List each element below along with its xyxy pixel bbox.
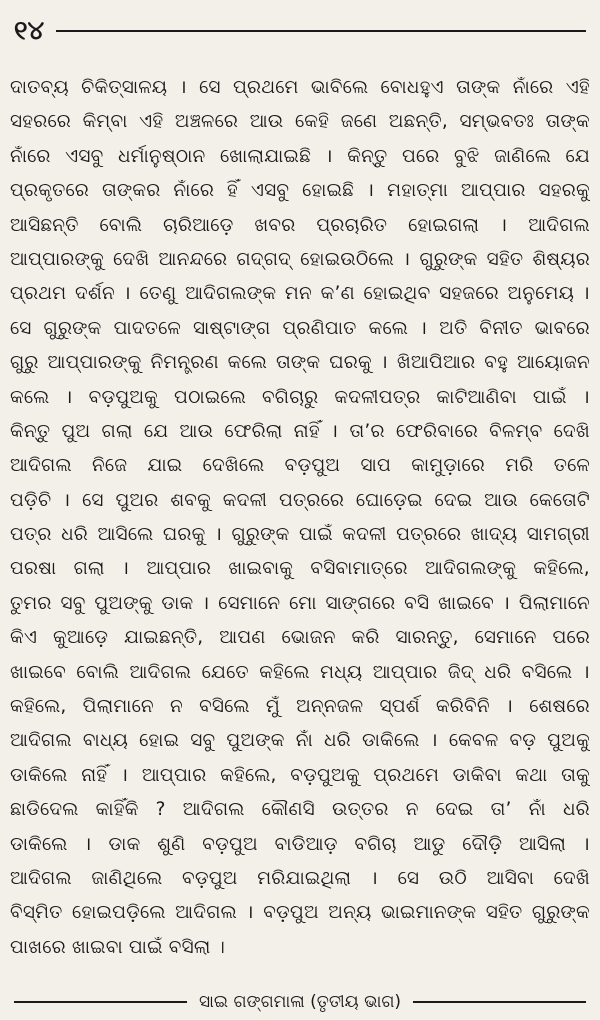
text-line: କିଏ କୁଆଡ଼େ ଯାଇଛନ୍ତି, ଆପଣ ଭୋଜନ କରି ସାରନ୍ତୁ, ସେମାନେ ପରେ: [10, 627, 590, 649]
text-line: ଖାଇବେ ବୋଲି ଆଦିଗଲ ଯେତେ କହିଲେ ମଧ୍ୟ ଆପ୍ପାର ଜିଦ୍ ଧରି ବସିଲେ ।: [10, 661, 590, 683]
body-text: [10, 71, 590, 965]
text-line: ଡାକିଲେ । ଡାକ ଶୁଣି ବଡ଼ପୁଅ ବାଡିଆଡ଼ ବଗିଚା ଆଡୁ ଦୌଡ଼ି ଆସିଲା ।: [10, 833, 590, 855]
text-line: ସେ ଗୁରୁଙ୍କ ପାଦତଳେ ସାଷ୍ଟାଙ୍ଗ ପ୍ରଣିପାତ କଲେ । ଅତି ବିନୀତ ଭାବରେ: [10, 317, 590, 339]
text-line: ତୁମର ସବୁ ପୁଅଙ୍କୁ ଡାକ । ସେମାନେ ମୋ ସାଙ୍ଗରେ ବସି ଖାଇବେ । ପିଲାମାନେ: [10, 592, 590, 614]
text-line: କହିଲେ, ପିଲାମାନେ ନ ବସିଲେ ମୁଁ ଅନ୍ନଜଳ ସ୍ପର୍ଶ କରିବିନି । ଶେଷରେ: [10, 696, 590, 718]
text-line: ପ୍ରକୃତରେ ତାଙ୍କର ନାଁରେ ହିଁ ଏସବୁ ହୋଇଛି । ମହାତ୍ମା ଆପ୍ପାର ସହରକୁ: [10, 180, 590, 202]
text-line: କଲେ । ବଡ଼ପୁଅକୁ ପଠାଇଲେ ବଗିଚାରୁ କଦଳୀପତ୍ର କାଟିଆଣିବା ପାଇଁ ।: [10, 386, 590, 408]
page-number: ୧୪: [14, 16, 45, 46]
page-header: [14, 14, 586, 48]
text-line: କିନ୍ତୁ ପୁଅ ଗଲା ଯେ ଆଉ ଫେରିଲା ନାହିଁ । ତା’ର ଫେରିବାରେ ବିଳମ୍ବ ଦେଖି: [10, 420, 590, 442]
book-title: ସାଇ ଗଙ୍ଗମାଳା (ତୃତୀୟ ଭାଗ): [198, 992, 402, 1012]
footer-rule-left: [14, 1001, 187, 1003]
text-line: ନାଁରେ ଏସବୁ ଧର୍ମାନୁଷ୍ଠାନ ଖୋଲାଯାଇଛି । କିନ୍ତୁ ପରେ ବୁଝି ଜାଣିଲେ ଯେ: [10, 145, 590, 167]
text-line: ଆପ୍ପାରଙ୍କୁ ଦେଖି ଆନନ୍ଦରେ ଗଦ୍‌ଗଦ୍ ହୋଇଉଠିଲେ । ଗୁରୁଙ୍କ ସହିତ ଶିଷ୍ୟର: [10, 248, 590, 270]
header-rule: [56, 30, 586, 32]
text-line: ପତ୍ର ଧରି ଆସିଲେ ଘରକୁ । ଗୁରୁଙ୍କ ପାଇଁ କଦଳୀ ପତ୍ରରେ ଖାଦ୍ୟ ସାମଗ୍ରୀ: [10, 524, 590, 546]
page-footer: [14, 988, 586, 1016]
text-line: ବିସ୍ମିତ ହୋଇପଡ଼ିଲେ ଆଦିଗଲ । ବଡ଼ପୁଅ ଅନ୍ୟ ଭାଇମାନଙ୍କ ସହିତ ଗୁରୁଙ୍କ: [10, 902, 590, 924]
text-line: ପରଷା ଗଲା । ଆପ୍ପାର ଖାଇବାକୁ ବସିବାମାତ୍ରେ ଆଦିଗଲଙ୍କୁ କହିଲେ,: [10, 558, 590, 580]
text-line: ଡାକିଲେ ନାହିଁ । ଆପ୍ପାର କହିଲେ, ବଡ଼ପୁଅକୁ ପ୍ରଥମେ ଡାକିବା କଥା ତାକୁ: [10, 764, 590, 786]
text-line: ଛାଡିଦେଲ କାହିଁକି ? ଆଦିଗଲ କୌଣସି ଉତ୍ତର ନ ଦେଇ ତା’ ନାଁ ଧରି: [10, 799, 590, 821]
text-line: ଆଦିଗଲ ଜାଣିଥିଲେ ବଡ଼ପୁଅ ମରିଯାଇଥିଲା । ସେ ଉଠି ଆସିବା ଦେଖି: [10, 867, 590, 889]
text-line: ଦାତବ୍ୟ ଚିକିତ୍ସାଳୟ । ସେ ପ୍ରଥମେ ଭାବିଲେ ବୋଧହୁଏ ତାଙ୍କ ନାଁରେ ଏହି: [10, 77, 590, 98]
text-line: ପଡ଼ିଚି । ସେ ପୁଅର ଶବକୁ କଦଳୀ ପତ୍ରରେ ଘୋଡ଼େଇ ଦେଇ ଆଉ କେତୋଟି: [10, 489, 590, 511]
text-line: ଗୁରୁ ଆପ୍ପାରଙ୍କୁ ନିମନ୍ତ୍ରଣ କଲେ ତାଙ୍କ ଘରକୁ । ଖିଆପିଆର ବହୁ ଆୟୋଜନ: [10, 352, 590, 374]
text-line: ଆଦିଗଲ ନିଜେ ଯାଇ ଦେଖିଲେ ବଡ଼ପୁଅ ସାପ କାମୁଡ଼ାରେ ମରି ତଳେ: [10, 455, 590, 477]
footer-rule-right: [413, 1001, 586, 1003]
text-line: ଆସିଛନ୍ତି ବୋଲି ଚାରିଆଡ଼େ ଖବର ପ୍ରଚାରିତ ହୋଇଗଲା । ଆଦିଗଲ: [10, 214, 590, 236]
text-line: ଆଦିଗଲ ବାଧ୍ୟ ହୋଇ ସବୁ ପୁଅଙ୍କ ନାଁ ଧରି ଡାକିଲେ । କେବଳ ବଡ଼ ପୁଅକୁ: [10, 730, 590, 752]
text-line: ପ୍ରଥମ ଦର୍ଶନ । ତେଣୁ ଆଦିଗଲଙ୍କ ମନ କ’ଣ ହୋଇଥିବ ସହଜରେ ଅନୁମେୟ ।: [10, 283, 590, 305]
text-line: ପାଖରେ ଖାଇବା ପାଇଁ ବସିଲା ।: [10, 936, 226, 958]
text-line: ସହରରେ କିମ୍ବା ଏହି ଅଞ୍ଚଳରେ ଆଉ କେହି ଜଣେ ଅଛନ୍ତି, ସମ୍ଭବତଃ ତାଙ୍କ: [10, 111, 590, 133]
